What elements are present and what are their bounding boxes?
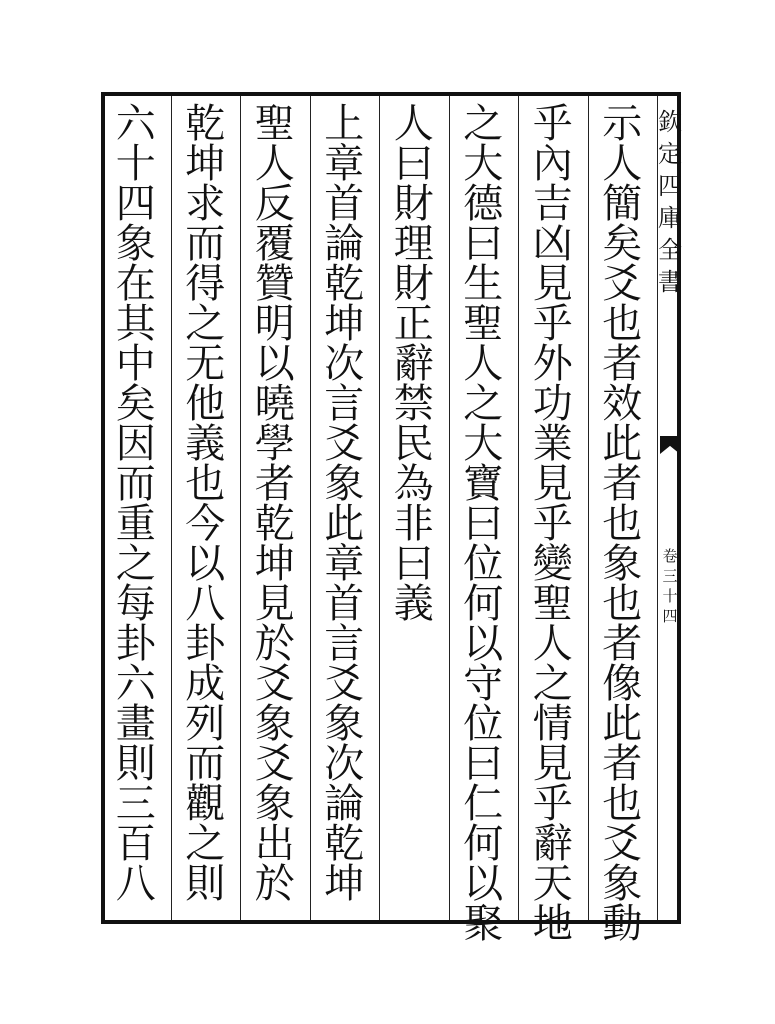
text-char: 論	[324, 221, 365, 267]
text-char: 者	[602, 341, 643, 387]
text-char: 者	[602, 621, 643, 667]
text-char: 象	[115, 221, 156, 267]
text-char: 首	[324, 181, 365, 227]
text-char: 聖	[463, 301, 504, 347]
text-char: 矣	[115, 381, 156, 427]
text-char: 之	[463, 101, 504, 147]
text-char: 在	[115, 261, 156, 307]
text-char: 觀	[185, 781, 226, 827]
column-rule	[171, 96, 172, 920]
text-char: 坤	[324, 861, 365, 907]
text-char: 論	[324, 781, 365, 827]
text-char: 乾	[324, 821, 365, 867]
text-char: 求	[185, 181, 226, 227]
text-char: 章	[324, 541, 365, 587]
text-char: 位	[463, 701, 504, 747]
text-char: 爻	[254, 741, 295, 787]
text-char: 見	[532, 741, 573, 787]
text-char: 乾	[324, 261, 365, 307]
text-char: 其	[115, 301, 156, 347]
text-char: 象	[602, 541, 643, 587]
text-char: 而	[115, 461, 156, 507]
column-rule	[518, 96, 519, 920]
text-char: 變	[532, 541, 573, 587]
column-rule	[310, 96, 311, 920]
text-char: 言	[324, 381, 365, 427]
text-char: 乎	[532, 781, 573, 827]
fishtail-mark-icon	[660, 436, 680, 454]
text-char: 見	[254, 581, 295, 627]
text-char: 八	[185, 581, 226, 627]
banxin-juan-char: 卷	[662, 547, 678, 565]
text-char: 十	[115, 141, 156, 187]
text-char: 八	[115, 861, 156, 907]
banxin-title-char: 欽	[658, 108, 682, 136]
text-char: 之	[185, 821, 226, 867]
banxin-title-char: 四	[658, 172, 682, 200]
text-char: 乾	[254, 501, 295, 547]
banxin-title-char: 全	[658, 236, 682, 264]
text-char: 正	[393, 301, 434, 347]
column-rule	[449, 96, 450, 920]
text-char: 仁	[463, 781, 504, 827]
text-char: 也	[602, 501, 643, 547]
text-char: 大	[463, 141, 504, 187]
text-char: 他	[185, 381, 226, 427]
text-char: 言	[324, 621, 365, 667]
text-char: 人	[463, 341, 504, 387]
text-char: 大	[463, 421, 504, 467]
text-char: 地	[532, 901, 573, 947]
banxin-title	[658, 106, 682, 298]
text-char: 乎	[532, 301, 573, 347]
text-char: 四	[115, 181, 156, 227]
text-char: 凶	[532, 221, 573, 267]
text-char: 於	[254, 621, 295, 667]
text-char: 民	[393, 421, 434, 467]
text-char: 曉	[254, 381, 295, 427]
text-char: 簡	[602, 181, 643, 227]
text-char: 見	[532, 261, 573, 307]
text-column	[388, 101, 440, 916]
text-char: 次	[324, 341, 365, 387]
text-char: 乎	[532, 501, 573, 547]
text-char: 以	[254, 341, 295, 387]
text-char: 曰	[463, 221, 504, 267]
text-column	[318, 101, 370, 916]
text-char: 者	[254, 461, 295, 507]
text-char: 六	[115, 101, 156, 147]
text-char: 卦	[115, 621, 156, 667]
text-char: 乎	[532, 101, 573, 147]
text-char: 曰	[463, 501, 504, 547]
column-rule	[588, 96, 589, 920]
text-char: 爻	[254, 661, 295, 707]
text-char: 者	[602, 741, 643, 787]
text-char: 今	[185, 501, 226, 547]
text-char: 坤	[324, 301, 365, 347]
text-char: 而	[185, 221, 226, 267]
text-char: 重	[115, 501, 156, 547]
text-char: 上	[324, 101, 365, 147]
text-char: 也	[602, 301, 643, 347]
text-char: 畫	[115, 701, 156, 747]
text-char: 禁	[393, 381, 434, 427]
text-char: 象	[254, 781, 295, 827]
text-char: 以	[463, 861, 504, 907]
text-char: 非	[393, 501, 434, 547]
text-char: 何	[463, 821, 504, 867]
text-char: 三	[115, 781, 156, 827]
text-char: 則	[185, 861, 226, 907]
text-char: 卦	[185, 621, 226, 667]
text-char: 內	[532, 141, 573, 187]
column-rule	[240, 96, 241, 920]
text-char: 象	[324, 701, 365, 747]
text-char: 坤	[254, 541, 295, 587]
text-char: 曰	[393, 541, 434, 587]
text-char: 此	[324, 501, 365, 547]
text-char: 則	[115, 741, 156, 787]
text-char: 百	[115, 821, 156, 867]
text-char: 位	[463, 541, 504, 587]
text-char: 此	[602, 701, 643, 747]
text-char: 因	[115, 421, 156, 467]
text-char: 曰	[393, 141, 434, 187]
text-column	[457, 101, 509, 947]
banxin-title-char: 庫	[658, 204, 682, 232]
text-char: 學	[254, 421, 295, 467]
text-char: 理	[393, 221, 434, 267]
text-char: 聖	[254, 101, 295, 147]
text-char: 寶	[463, 461, 504, 507]
text-column	[179, 101, 231, 916]
text-char: 動	[602, 901, 643, 947]
text-char: 生	[463, 261, 504, 307]
text-char: 成	[185, 661, 226, 707]
text-char: 中	[115, 341, 156, 387]
text-char: 每	[115, 581, 156, 627]
text-char: 之	[532, 661, 573, 707]
text-char: 德	[463, 181, 504, 227]
text-char: 守	[463, 661, 504, 707]
text-char: 爻	[602, 821, 643, 867]
text-char: 贊	[254, 261, 295, 307]
text-char: 之	[463, 381, 504, 427]
text-char: 而	[185, 741, 226, 787]
text-char: 效	[602, 381, 643, 427]
text-char: 矣	[602, 221, 643, 267]
text-char: 列	[185, 701, 226, 747]
text-column	[527, 101, 579, 947]
text-char: 六	[115, 661, 156, 707]
text-char: 之	[115, 541, 156, 587]
text-char: 吉	[532, 181, 573, 227]
text-char: 辭	[393, 341, 434, 387]
banxin-title-char: 書	[658, 268, 682, 296]
text-char: 何	[463, 581, 504, 627]
text-char: 象	[602, 861, 643, 907]
text-char: 者	[602, 461, 643, 507]
text-char: 業	[532, 421, 573, 467]
text-char: 人	[602, 141, 643, 187]
text-char: 聖	[532, 581, 573, 627]
text-char: 无	[185, 341, 226, 387]
text-char: 章	[324, 141, 365, 187]
text-char: 見	[532, 461, 573, 507]
text-char: 反	[254, 181, 295, 227]
text-char: 為	[393, 461, 434, 507]
text-char: 象	[254, 701, 295, 747]
banxin-juan-char: 四	[662, 607, 678, 625]
text-char: 明	[254, 301, 295, 347]
banxin-center-strip	[657, 96, 682, 920]
text-char: 得	[185, 261, 226, 307]
text-char: 聚	[463, 901, 504, 947]
text-char: 曰	[463, 741, 504, 787]
text-char: 爻	[324, 661, 365, 707]
banxin-juan-char: 十	[662, 587, 678, 605]
text-char: 以	[185, 541, 226, 587]
text-char: 之	[185, 301, 226, 347]
text-char: 人	[532, 621, 573, 667]
text-char: 財	[393, 181, 434, 227]
text-char: 情	[532, 701, 573, 747]
text-char: 象	[324, 461, 365, 507]
text-char: 也	[602, 581, 643, 627]
text-column	[249, 101, 301, 916]
text-char: 像	[602, 661, 643, 707]
text-char: 也	[185, 461, 226, 507]
text-char: 爻	[324, 421, 365, 467]
text-char: 外	[532, 341, 573, 387]
text-char: 財	[393, 261, 434, 307]
text-char: 辭	[532, 821, 573, 867]
text-char: 坤	[185, 141, 226, 187]
banxin-juan-number	[658, 546, 682, 626]
text-column	[110, 101, 162, 916]
text-char: 於	[254, 861, 295, 907]
text-char: 也	[602, 781, 643, 827]
column-rule	[379, 96, 380, 920]
text-char: 乾	[185, 101, 226, 147]
text-char: 出	[254, 821, 295, 867]
banxin-title-char: 定	[658, 140, 682, 168]
text-char: 義	[185, 421, 226, 467]
text-char: 首	[324, 581, 365, 627]
text-char: 人	[254, 141, 295, 187]
text-char: 功	[532, 381, 573, 427]
text-char: 示	[602, 101, 643, 147]
text-char: 次	[324, 741, 365, 787]
text-char: 義	[393, 581, 434, 627]
text-char: 爻	[602, 261, 643, 307]
text-column	[596, 101, 648, 947]
banxin-juan-char: 三	[662, 567, 678, 585]
text-char: 人	[393, 101, 434, 147]
text-char: 覆	[254, 221, 295, 267]
text-char: 以	[463, 621, 504, 667]
text-char: 天	[532, 861, 573, 907]
text-char: 此	[602, 421, 643, 467]
